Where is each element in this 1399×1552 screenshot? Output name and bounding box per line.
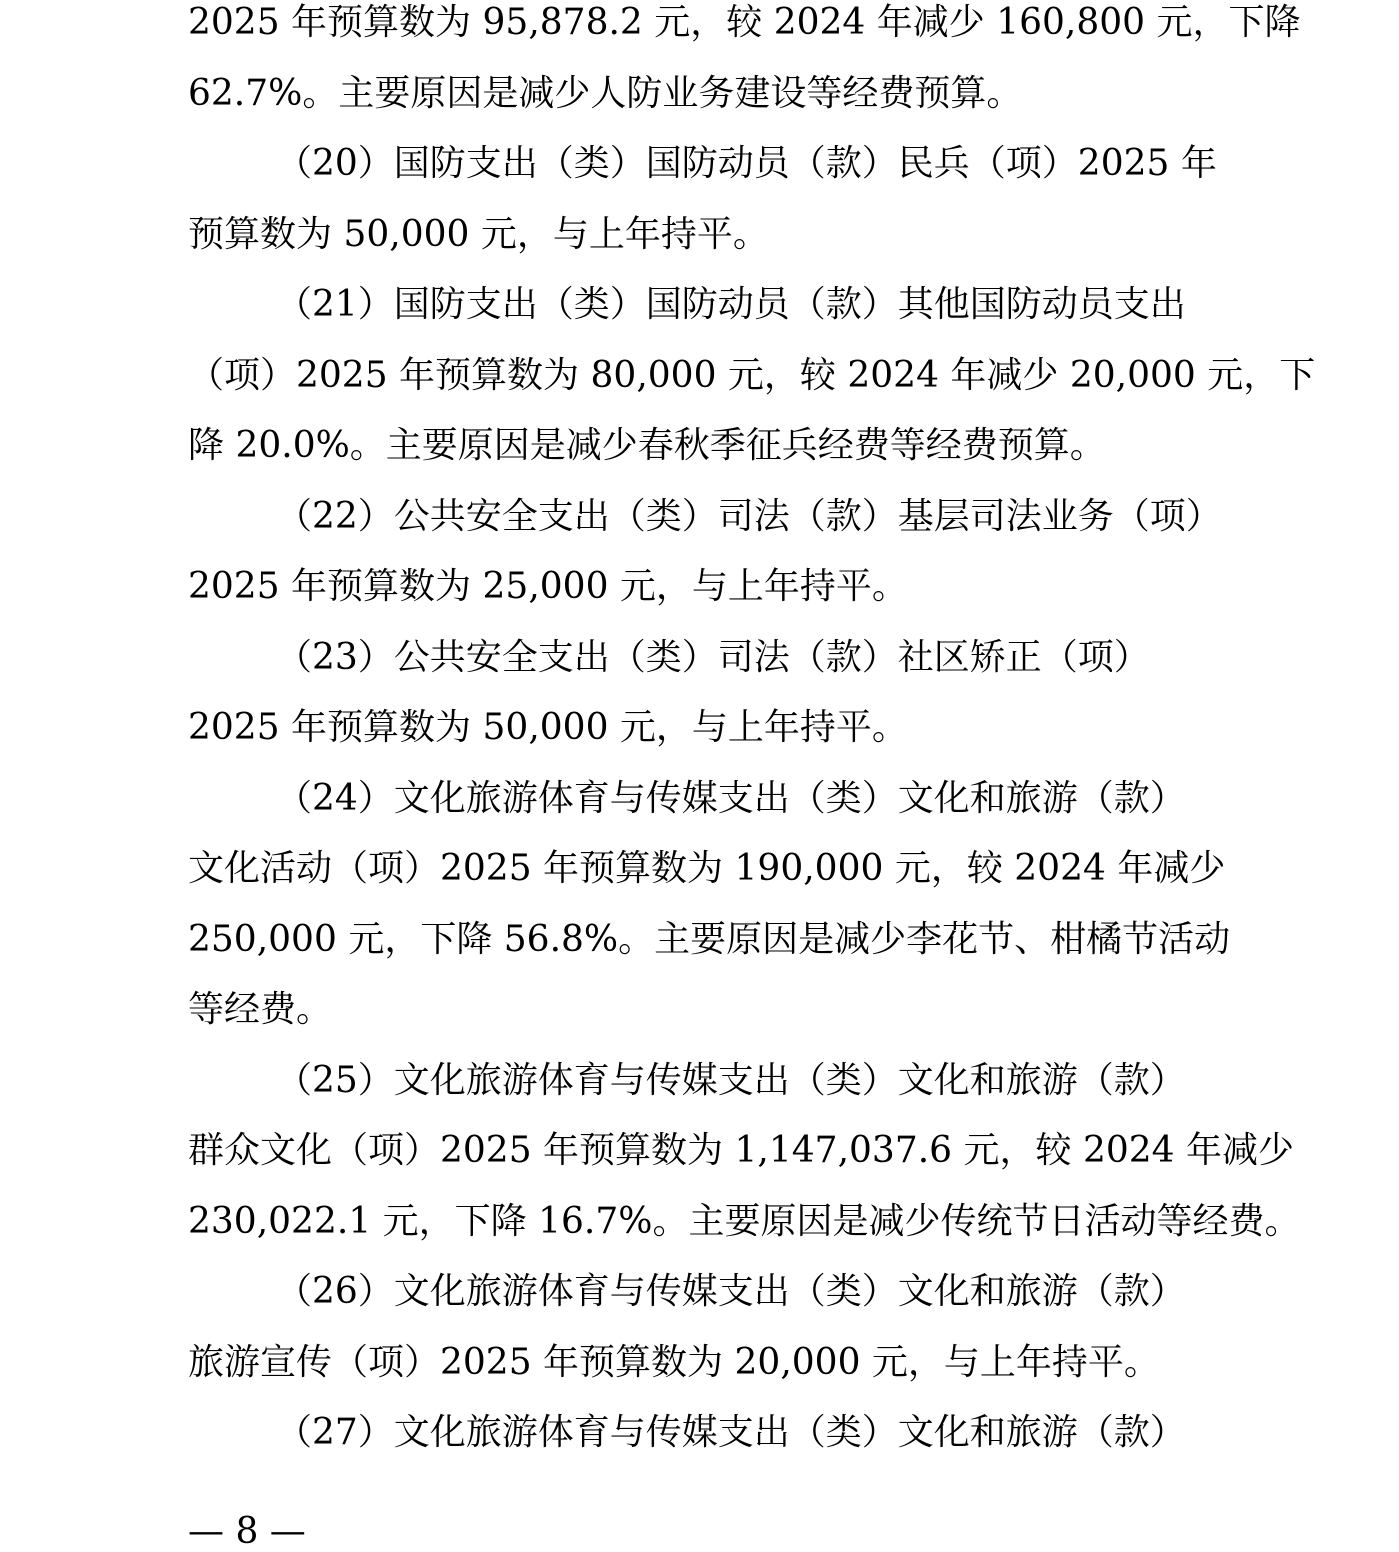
- page-number: — 8 —: [188, 1511, 306, 1552]
- paragraph-line: 预算数为 50,000 元，与上年持平。: [188, 213, 769, 255]
- paragraph-line: （24）文化旅游体育与传媒支出（类）文化和旅游（款）: [276, 777, 1186, 819]
- paragraph-line: （20）国防支出（类）国防动员（款）民兵（项）2025 年: [276, 143, 1217, 184]
- paragraph-line: 等经费。: [188, 989, 333, 1030]
- paragraph-line: （项）2025 年预算数为 80,000 元，较 2024 年减少 20,000 元，下: [188, 354, 1316, 396]
- paragraph-line: （23）公共安全支出（类）司法（款）社区矫正（项）: [276, 636, 1150, 678]
- paragraph-22: [188, 482, 1258, 623]
- paragraph-line: （22）公共安全支出（类）司法（款）基层司法业务（项）: [276, 495, 1222, 537]
- paragraph-line: （25）文化旅游体育与传媒支出（类）文化和旅游（款）: [276, 1059, 1186, 1101]
- paragraph-line: 2025 年预算数为 95,878.2 元，较 2024 年减少 160,800 元，下降: [188, 2, 1301, 43]
- paragraph-line: 降 20.0%。主要原因是减少春秋季征兵经费等经费预算。: [188, 425, 1106, 466]
- paragraph-19-continuation: [188, 0, 1301, 129]
- paragraph-27: [188, 1398, 1258, 1469]
- paragraph-line: 230,022.1 元，下降 16.7%。主要原因是减少传统节日活动等经费。: [188, 1200, 1301, 1242]
- document-body: [188, 0, 1316, 1469]
- paragraph-line: 群众文化（项）2025 年预算数为 1,147,037.6 元，较 2024 年减少: [188, 1130, 1295, 1171]
- paragraph-line: 旅游宣传（项）2025 年预算数为 20,000 元，与上年持平。: [188, 1341, 1160, 1383]
- paragraph-line: （26）文化旅游体育与传媒支出（类）文化和旅游（款）: [276, 1271, 1186, 1312]
- paragraph-line: （21）国防支出（类）国防动员（款）其他国防动员支出: [276, 284, 1186, 325]
- paragraph-20: [188, 129, 1258, 270]
- paragraph-23: [188, 623, 1258, 764]
- paragraph-24: [188, 764, 1258, 1046]
- paragraph-26: [188, 1257, 1258, 1398]
- paragraph-21: [188, 270, 1316, 482]
- paragraph-line: 62.7%。主要原因是减少人防业务建设等经费预算。: [188, 72, 1023, 114]
- paragraph-line: 2025 年预算数为 50,000 元，与上年持平。: [188, 707, 908, 748]
- paragraph-25: [188, 1046, 1301, 1258]
- paragraph-line: （27）文化旅游体育与传媒支出（类）文化和旅游（款）: [276, 1412, 1186, 1453]
- paragraph-line: 250,000 元，下降 56.8%。主要原因是减少李花节、柑橘节活动: [188, 918, 1231, 960]
- paragraph-line: 2025 年预算数为 25,000 元，与上年持平。: [188, 566, 908, 607]
- paragraph-line: 文化活动（项）2025 年预算数为 190,000 元，较 2024 年减少: [188, 848, 1226, 889]
